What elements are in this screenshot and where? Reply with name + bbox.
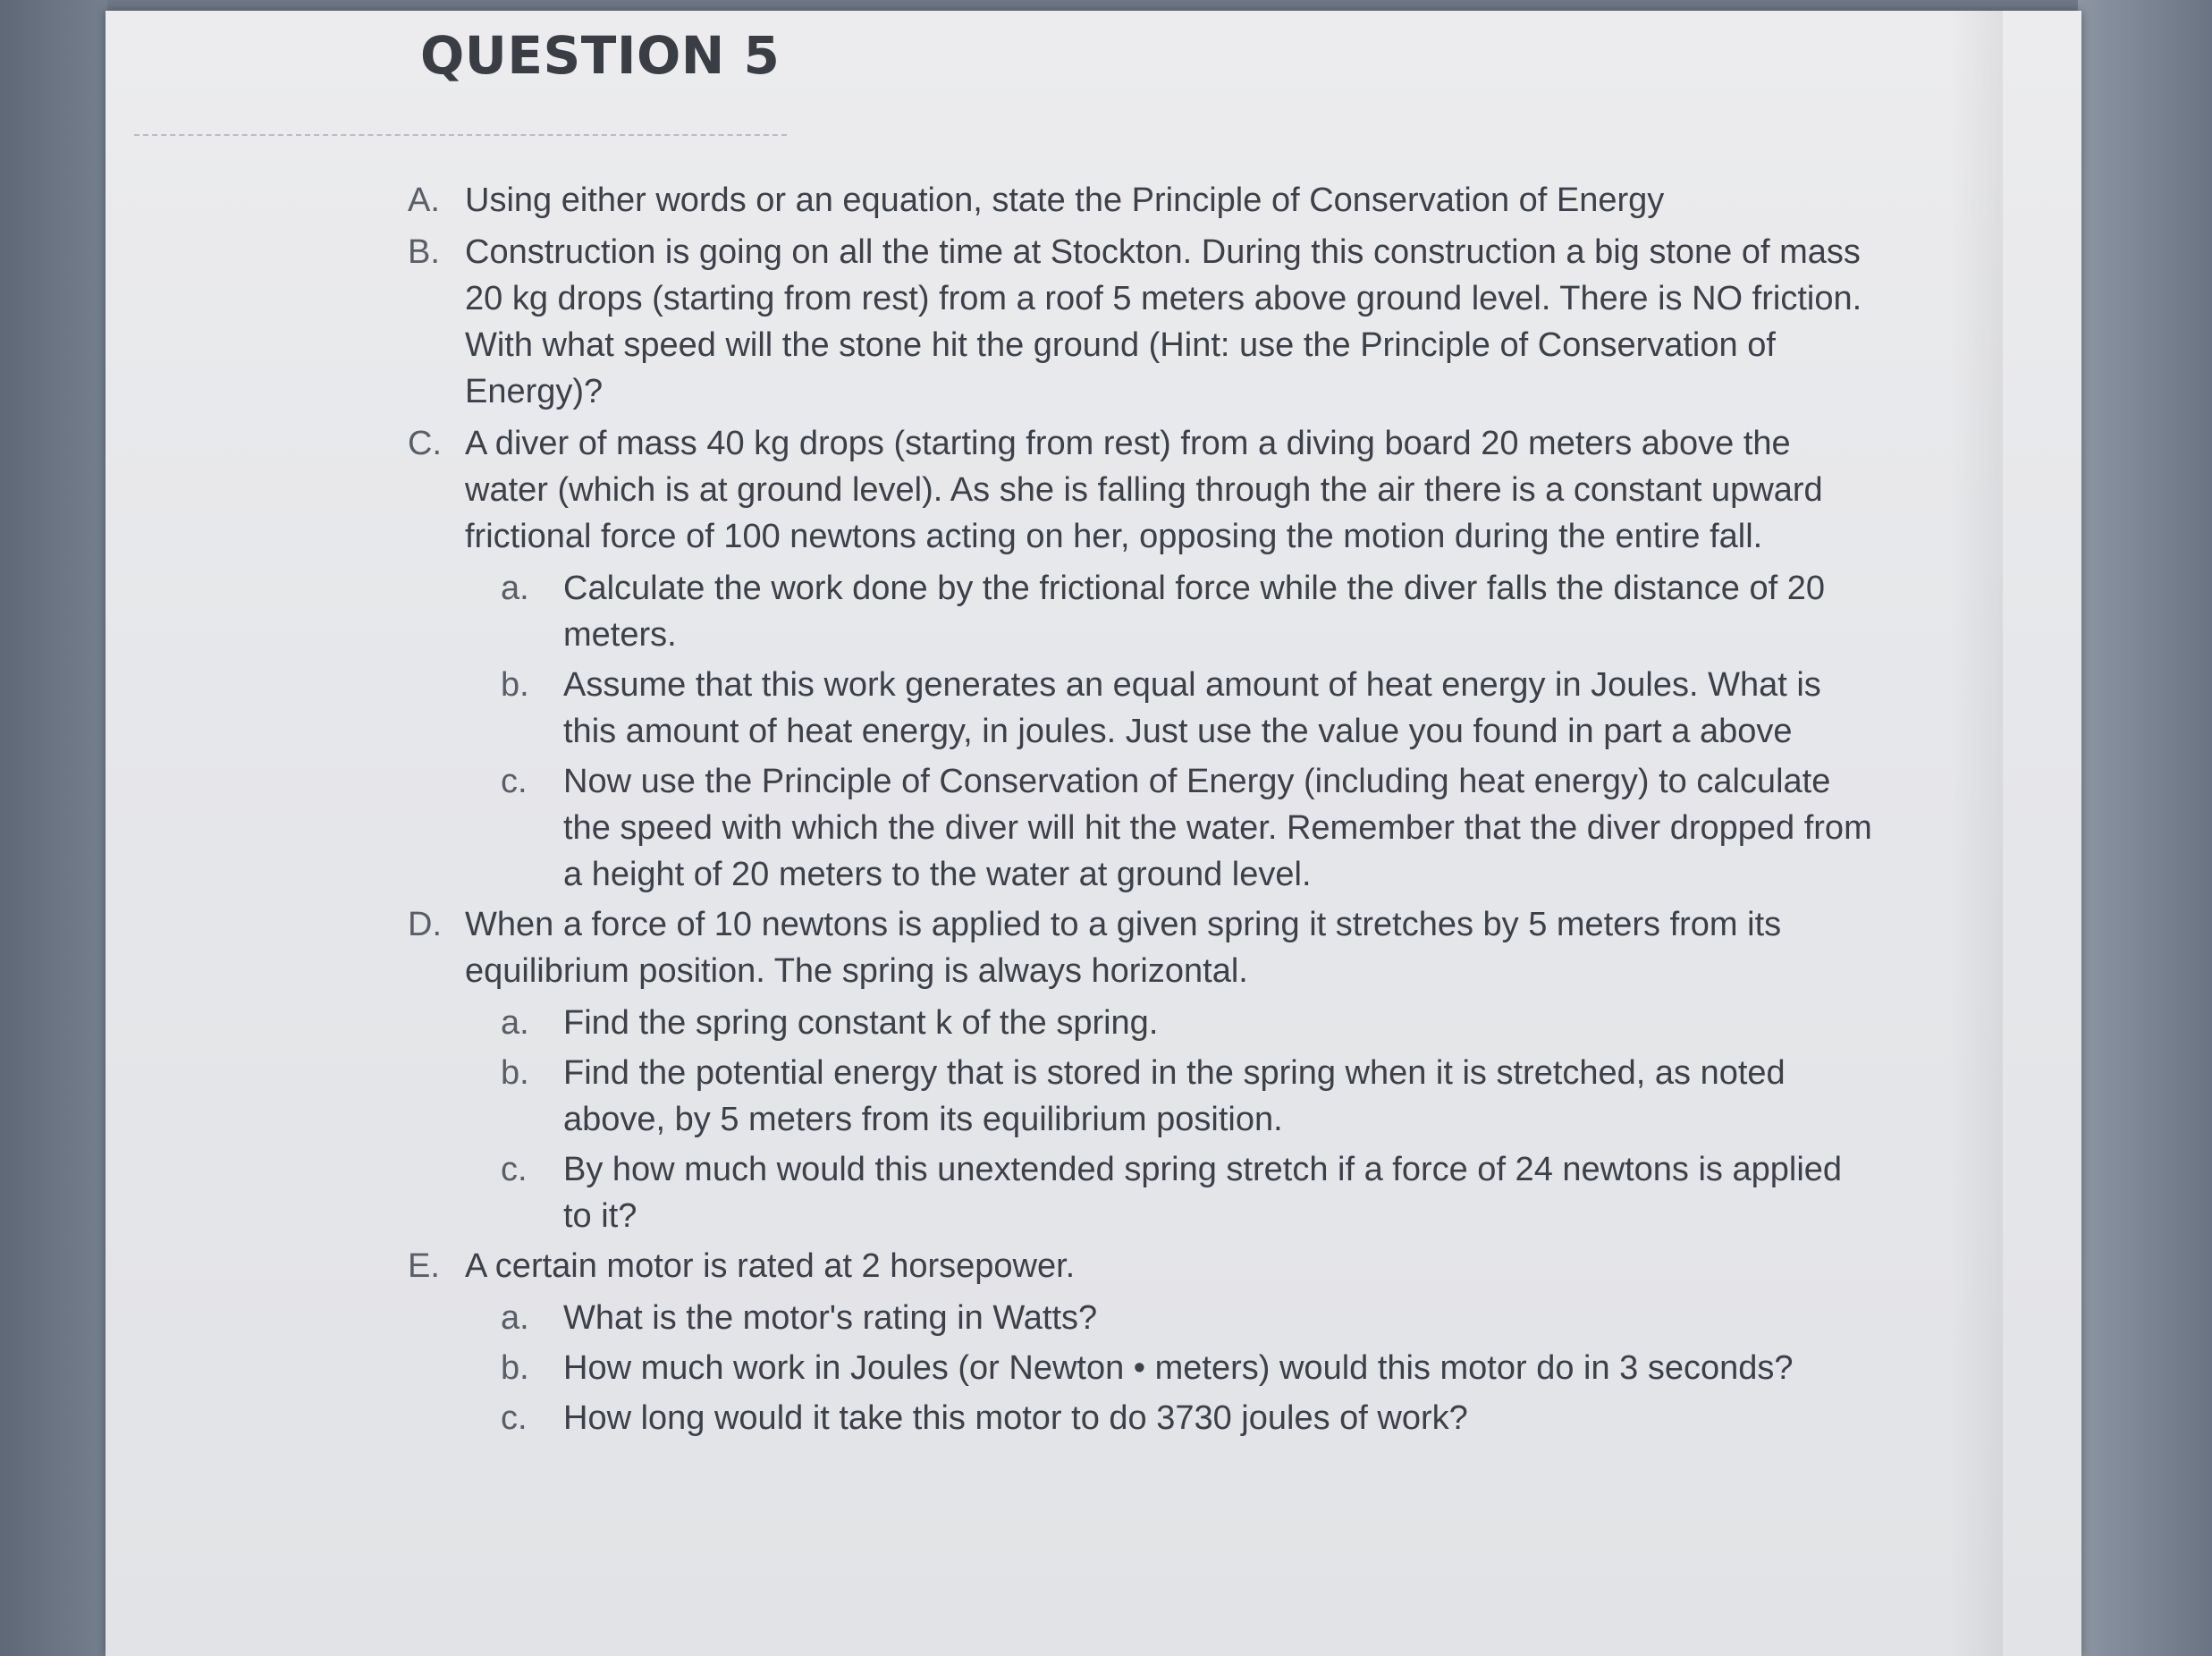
- question-c-part-a-text: Calculate the work done by the frictional force while the diver falls the distance of 20 meters.: [563, 570, 1825, 654]
- question-c-part-b-text: Assume that this work generates an equal amount of heat energy in Joules. What is this amount of heat energy, in joules. Just use the value you found in part a above: [563, 666, 1821, 750]
- question-e-part-b: [501, 1345, 1878, 1391]
- question-d-part-a-label: a.: [501, 1004, 529, 1042]
- background-left: [0, 0, 107, 1656]
- question-d-label: D.: [408, 906, 442, 943]
- question-c-text: A diver of mass 40 kg drops (starting from rest) from a diving board 20 meters above the water (which is at ground level). As she is falling through the air there is a constant upward frictional force of 100 newtons acting on her, opposing the motion during the entire fall.: [465, 425, 1823, 555]
- question-c-part-c-label: c.: [501, 763, 528, 800]
- question-d-text: When a force of 10 newtons is applied to a given spring it stretches by 5 meters from its equilibrium position. The spring is always horizontal.: [465, 906, 1782, 990]
- question-c-part-b: [501, 662, 1878, 755]
- question-d: [393, 901, 1878, 994]
- question-d-part-c-text: By how much would this unextended spring stretch if a force of 24 newtons is applied to it?: [563, 1151, 1843, 1235]
- question-d-part-a: [501, 1000, 1878, 1046]
- question-a-label: A.: [408, 182, 440, 219]
- question-list: [393, 177, 1878, 1445]
- question-d-part-a-text: Find the spring constant k of the spring.: [563, 1004, 1159, 1042]
- question-b-text: Construction is going on all the time at Stockton. During this construction a big stone of mass 20 kg drops (starting from rest) from a roof 5 meters above ground level. There is NO friction. With what speed will the stone hit the ground (Hint: use the Principle of Conservation of Energy)?: [465, 233, 1862, 410]
- question-e-part-a: [501, 1295, 1878, 1341]
- question-a-text: Using either words or an equation, state the Principle of Conservation of Energy: [465, 182, 1665, 219]
- question-c-part-c-text: Now use the Principle of Conservation of Energy (including heat energy) to calculate the speed with which the diver will hit the water. Remember that the diver dropped from a height of 20 meters to the water at ground level.: [563, 763, 1872, 893]
- question-c-part-c: [501, 758, 1878, 898]
- question-c: [393, 420, 1878, 560]
- question-e-part-b-label: b.: [501, 1349, 529, 1387]
- question-e-part-c-text: How long would it take this motor to do 3730 joules of work?: [563, 1399, 1468, 1437]
- question-e-label: E.: [408, 1247, 440, 1285]
- question-d-part-c: [501, 1146, 1878, 1239]
- question-a: [393, 177, 1878, 224]
- question-d-part-b-text: Find the potential energy that is stored in the spring when it is stretched, as noted above, by 5 meters from its equilibrium position.: [563, 1054, 1786, 1138]
- question-d-part-c-label: c.: [501, 1151, 528, 1188]
- question-e-part-b-text: How much work in Joules (or Newton • meters) would this motor do in 3 seconds?: [563, 1349, 1794, 1387]
- question-e-part-c: [501, 1395, 1878, 1441]
- question-b-label: B.: [408, 233, 440, 271]
- question-c-label: C.: [408, 425, 442, 462]
- paper-edge-shadow: [1949, 11, 2003, 1656]
- background-right: [2078, 0, 2212, 1656]
- question-b: [393, 229, 1878, 415]
- question-e: [393, 1243, 1878, 1289]
- question-e-part-a-label: a.: [501, 1299, 529, 1337]
- question-d-part-b: [501, 1050, 1878, 1143]
- question-heading: QUESTION 5: [420, 25, 781, 86]
- question-c-part-a-label: a.: [501, 570, 529, 607]
- question-c-part-b-label: b.: [501, 666, 529, 704]
- question-e-text: A certain motor is rated at 2 horsepower.: [465, 1247, 1076, 1285]
- question-e-part-c-label: c.: [501, 1399, 528, 1437]
- heading-divider: [134, 134, 787, 136]
- question-c-part-a: [501, 565, 1878, 658]
- question-e-part-a-text: What is the motor's rating in Watts?: [563, 1299, 1098, 1337]
- question-d-part-b-label: b.: [501, 1054, 529, 1092]
